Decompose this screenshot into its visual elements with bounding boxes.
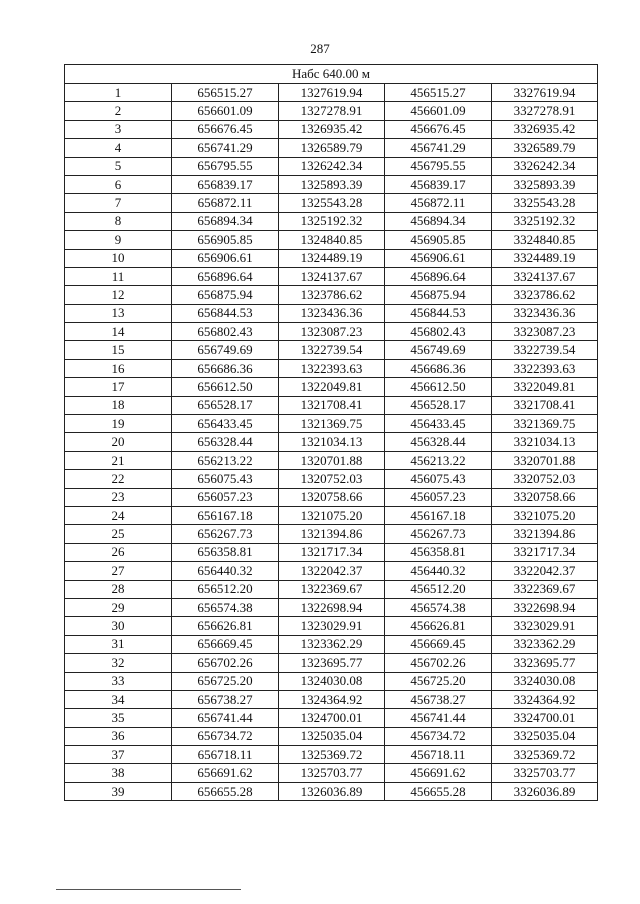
y-coordinate-cell: 1322042.37 [279,562,385,580]
y-coordinate-cell: 1324030.08 [279,672,385,690]
y-coordinate-cell: 1324137.67 [279,267,385,285]
y-coordinate-cell: 1322369.67 [279,580,385,598]
x-coordinate-cell: 656872.11 [172,194,279,212]
y-coordinate-cell: 1326242.34 [279,157,385,175]
x-local-cell: 456894.34 [385,212,492,230]
y-coordinate-cell: 1323362.29 [279,635,385,653]
x-coordinate-cell: 656749.69 [172,341,279,359]
table-row [65,543,598,561]
x-local-cell: 456702.26 [385,654,492,672]
y-local-cell: 3323362.29 [492,635,598,653]
y-local-cell: 3321369.75 [492,415,598,433]
x-local-cell: 456738.27 [385,690,492,708]
table-row [65,764,598,782]
point-number-cell: 36 [65,727,172,745]
x-coordinate-cell: 656626.81 [172,617,279,635]
point-number-cell: 35 [65,709,172,727]
table-row [65,84,598,102]
x-coordinate-cell: 656875.94 [172,286,279,304]
table-row [65,194,598,212]
y-local-cell: 3327278.91 [492,102,598,120]
y-local-cell: 3321034.13 [492,433,598,451]
y-local-cell: 3322049.81 [492,378,598,396]
table-row [65,562,598,580]
table-row [65,102,598,120]
y-coordinate-cell: 1324364.92 [279,690,385,708]
y-local-cell: 3325369.72 [492,746,598,764]
point-number-cell: 27 [65,562,172,580]
table-row [65,157,598,175]
y-coordinate-cell: 1320758.66 [279,488,385,506]
y-local-cell: 3324700.01 [492,709,598,727]
y-local-cell: 3322698.94 [492,598,598,616]
y-local-cell: 3322393.63 [492,359,598,377]
y-coordinate-cell: 1325703.77 [279,764,385,782]
y-local-cell: 3321075.20 [492,506,598,524]
x-local-cell: 456686.36 [385,359,492,377]
y-local-cell: 3321394.86 [492,525,598,543]
x-local-cell: 456741.44 [385,709,492,727]
x-local-cell: 456655.28 [385,782,492,800]
x-local-cell: 456795.55 [385,157,492,175]
point-number-cell: 17 [65,378,172,396]
table-row [65,617,598,635]
x-local-cell: 456626.81 [385,617,492,635]
x-coordinate-cell: 656612.50 [172,378,279,396]
x-local-cell: 456267.73 [385,525,492,543]
y-local-cell: 3320758.66 [492,488,598,506]
table-row [65,727,598,745]
x-coordinate-cell: 656358.81 [172,543,279,561]
x-coordinate-cell: 656741.44 [172,709,279,727]
table-row [65,139,598,157]
table-body [65,65,598,801]
table-row [65,323,598,341]
y-local-cell: 3322739.54 [492,341,598,359]
table-row [65,525,598,543]
y-coordinate-cell: 1326935.42 [279,120,385,138]
x-local-cell: 456734.72 [385,727,492,745]
point-number-cell: 11 [65,267,172,285]
y-local-cell: 3325703.77 [492,764,598,782]
x-local-cell: 456075.43 [385,470,492,488]
x-local-cell: 456676.45 [385,120,492,138]
table-row [65,598,598,616]
point-number-cell: 19 [65,415,172,433]
x-coordinate-cell: 656057.23 [172,488,279,506]
y-coordinate-cell: 1320701.88 [279,451,385,469]
x-local-cell: 456718.11 [385,746,492,764]
y-coordinate-cell: 1322049.81 [279,378,385,396]
table-row [65,212,598,230]
y-coordinate-cell: 1321394.86 [279,525,385,543]
x-coordinate-cell: 656433.45 [172,415,279,433]
point-number-cell: 29 [65,598,172,616]
y-local-cell: 3324137.67 [492,267,598,285]
y-local-cell: 3320701.88 [492,451,598,469]
x-coordinate-cell: 656213.22 [172,451,279,469]
x-coordinate-cell: 656802.43 [172,323,279,341]
x-local-cell: 456839.17 [385,175,492,193]
point-number-cell: 7 [65,194,172,212]
table-row [65,488,598,506]
x-coordinate-cell: 656167.18 [172,506,279,524]
y-coordinate-cell: 1325893.39 [279,175,385,193]
x-coordinate-cell: 656906.61 [172,249,279,267]
y-coordinate-cell: 1327619.94 [279,84,385,102]
x-coordinate-cell: 656669.45 [172,635,279,653]
x-local-cell: 456905.85 [385,231,492,249]
table-row [65,175,598,193]
point-number-cell: 30 [65,617,172,635]
footnote-divider [56,889,241,890]
y-coordinate-cell: 1325369.72 [279,746,385,764]
table-row [65,690,598,708]
table-row [65,396,598,414]
point-number-cell: 10 [65,249,172,267]
y-coordinate-cell: 1321708.41 [279,396,385,414]
x-local-cell: 456875.94 [385,286,492,304]
x-local-cell: 456440.32 [385,562,492,580]
x-coordinate-cell: 656718.11 [172,746,279,764]
table-row [65,782,598,800]
y-coordinate-cell: 1323029.91 [279,617,385,635]
point-number-cell: 12 [65,286,172,304]
table-row [65,672,598,690]
point-number-cell: 20 [65,433,172,451]
table-row [65,231,598,249]
x-local-cell: 456515.27 [385,84,492,102]
point-number-cell: 33 [65,672,172,690]
y-coordinate-cell: 1327278.91 [279,102,385,120]
y-local-cell: 3321717.34 [492,543,598,561]
y-coordinate-cell: 1323786.62 [279,286,385,304]
x-coordinate-cell: 656691.62 [172,764,279,782]
point-number-cell: 28 [65,580,172,598]
page-number: 287 [310,41,330,56]
x-coordinate-cell: 656328.44 [172,433,279,451]
table-row [65,267,598,285]
y-coordinate-cell: 1324489.19 [279,249,385,267]
x-coordinate-cell: 656734.72 [172,727,279,745]
table-row [65,378,598,396]
x-local-cell: 456669.45 [385,635,492,653]
table-row [65,433,598,451]
x-local-cell: 456725.20 [385,672,492,690]
x-coordinate-cell: 656844.53 [172,304,279,322]
x-coordinate-cell: 656741.29 [172,139,279,157]
point-number-cell: 13 [65,304,172,322]
y-local-cell: 3323695.77 [492,654,598,672]
x-coordinate-cell: 656267.73 [172,525,279,543]
point-number-cell: 16 [65,359,172,377]
x-coordinate-cell: 656655.28 [172,782,279,800]
table-title: Набс 640.00 м [65,65,598,84]
y-local-cell: 3321708.41 [492,396,598,414]
y-coordinate-cell: 1325035.04 [279,727,385,745]
x-coordinate-cell: 656905.85 [172,231,279,249]
y-coordinate-cell: 1321369.75 [279,415,385,433]
y-local-cell: 3324489.19 [492,249,598,267]
y-local-cell: 3325035.04 [492,727,598,745]
x-local-cell: 456512.20 [385,580,492,598]
y-coordinate-cell: 1326589.79 [279,139,385,157]
table-row [65,506,598,524]
y-local-cell: 3323087.23 [492,323,598,341]
x-coordinate-cell: 656075.43 [172,470,279,488]
point-number-cell: 8 [65,212,172,230]
point-number-cell: 34 [65,690,172,708]
point-number-cell: 6 [65,175,172,193]
y-coordinate-cell: 1325543.28 [279,194,385,212]
point-number-cell: 9 [65,231,172,249]
point-number-cell: 18 [65,396,172,414]
y-coordinate-cell: 1322739.54 [279,341,385,359]
y-coordinate-cell: 1323695.77 [279,654,385,672]
y-coordinate-cell: 1325192.32 [279,212,385,230]
table-row [65,451,598,469]
x-local-cell: 456574.38 [385,598,492,616]
x-local-cell: 456691.62 [385,764,492,782]
y-coordinate-cell: 1321717.34 [279,543,385,561]
y-coordinate-cell: 1322393.63 [279,359,385,377]
x-coordinate-cell: 656440.32 [172,562,279,580]
table-row [65,580,598,598]
y-coordinate-cell: 1322698.94 [279,598,385,616]
table-row [65,635,598,653]
point-number-cell: 15 [65,341,172,359]
y-coordinate-cell: 1321034.13 [279,433,385,451]
table-row [65,341,598,359]
x-coordinate-cell: 656574.38 [172,598,279,616]
y-local-cell: 3320752.03 [492,470,598,488]
y-local-cell: 3323029.91 [492,617,598,635]
x-local-cell: 456528.17 [385,396,492,414]
point-number-cell: 37 [65,746,172,764]
point-number-cell: 26 [65,543,172,561]
x-local-cell: 456167.18 [385,506,492,524]
point-number-cell: 38 [65,764,172,782]
table-row [65,249,598,267]
point-number-cell: 24 [65,506,172,524]
table-row [65,654,598,672]
x-coordinate-cell: 656795.55 [172,157,279,175]
y-local-cell: 3324030.08 [492,672,598,690]
y-coordinate-cell: 1320752.03 [279,470,385,488]
x-coordinate-cell: 656725.20 [172,672,279,690]
y-local-cell: 3323436.36 [492,304,598,322]
x-local-cell: 456872.11 [385,194,492,212]
y-coordinate-cell: 1326036.89 [279,782,385,800]
x-local-cell: 456358.81 [385,543,492,561]
y-coordinate-cell: 1323436.36 [279,304,385,322]
x-local-cell: 456213.22 [385,451,492,469]
point-number-cell: 3 [65,120,172,138]
y-local-cell: 3327619.94 [492,84,598,102]
x-local-cell: 456601.09 [385,102,492,120]
table-row [65,286,598,304]
point-number-cell: 39 [65,782,172,800]
point-number-cell: 31 [65,635,172,653]
point-number-cell: 2 [65,102,172,120]
x-coordinate-cell: 656515.27 [172,84,279,102]
x-local-cell: 456741.29 [385,139,492,157]
y-coordinate-cell: 1321075.20 [279,506,385,524]
x-coordinate-cell: 656738.27 [172,690,279,708]
table-row [65,709,598,727]
x-local-cell: 456749.69 [385,341,492,359]
y-coordinate-cell: 1324840.85 [279,231,385,249]
y-local-cell: 3324840.85 [492,231,598,249]
x-local-cell: 456328.44 [385,433,492,451]
x-coordinate-cell: 656896.64 [172,267,279,285]
point-number-cell: 14 [65,323,172,341]
y-coordinate-cell: 1324700.01 [279,709,385,727]
table-title-row [65,65,598,84]
x-coordinate-cell: 656528.17 [172,396,279,414]
point-number-cell: 25 [65,525,172,543]
x-coordinate-cell: 656676.45 [172,120,279,138]
table-row [65,120,598,138]
y-local-cell: 3322042.37 [492,562,598,580]
table-row [65,746,598,764]
x-coordinate-cell: 656702.26 [172,654,279,672]
x-local-cell: 456612.50 [385,378,492,396]
x-coordinate-cell: 656601.09 [172,102,279,120]
point-number-cell: 21 [65,451,172,469]
y-local-cell: 3323786.62 [492,286,598,304]
x-coordinate-cell: 656894.34 [172,212,279,230]
coordinates-table [64,64,598,801]
x-local-cell: 456802.43 [385,323,492,341]
y-local-cell: 3325543.28 [492,194,598,212]
y-local-cell: 3325893.39 [492,175,598,193]
y-local-cell: 3325192.32 [492,212,598,230]
x-local-cell: 456844.53 [385,304,492,322]
point-number-cell: 1 [65,84,172,102]
x-coordinate-cell: 656512.20 [172,580,279,598]
point-number-cell: 23 [65,488,172,506]
y-local-cell: 3326589.79 [492,139,598,157]
y-local-cell: 3324364.92 [492,690,598,708]
y-local-cell: 3326935.42 [492,120,598,138]
x-local-cell: 456896.64 [385,267,492,285]
point-number-cell: 4 [65,139,172,157]
point-number-cell: 22 [65,470,172,488]
point-number-cell: 5 [65,157,172,175]
y-coordinate-cell: 1323087.23 [279,323,385,341]
table-row [65,470,598,488]
y-local-cell: 3326036.89 [492,782,598,800]
x-local-cell: 456906.61 [385,249,492,267]
point-number-cell: 32 [65,654,172,672]
table-row [65,304,598,322]
table-row [65,359,598,377]
y-local-cell: 3322369.67 [492,580,598,598]
x-local-cell: 456433.45 [385,415,492,433]
y-local-cell: 3326242.34 [492,157,598,175]
table-row [65,415,598,433]
x-local-cell: 456057.23 [385,488,492,506]
x-coordinate-cell: 656686.36 [172,359,279,377]
x-coordinate-cell: 656839.17 [172,175,279,193]
